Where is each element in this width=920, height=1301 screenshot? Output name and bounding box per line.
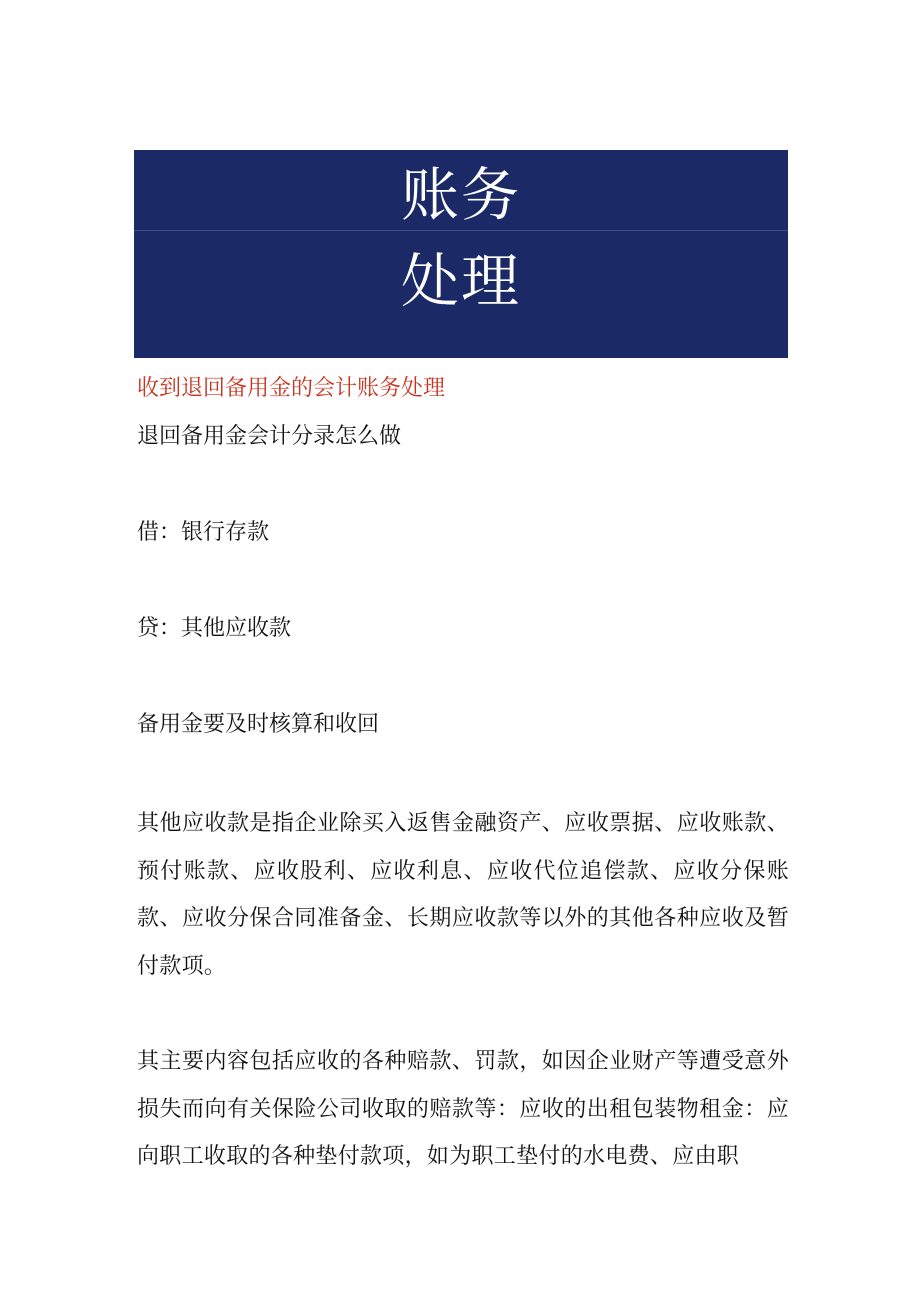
paragraph-definition: 其他应收款是指企业除买入返售金融资产、应收票据、应收账款、预付账款、应收股利、应收利息、应收代位追偿款、应收分保账款、应收分保合同准备金、长期应收款等以外的其他各种应收及暂付款项。 xyxy=(137,811,789,979)
title-banner xyxy=(134,150,788,358)
credit-entry: 贷：其他应收款 xyxy=(137,616,292,641)
banner-title-line-2: 处理 xyxy=(400,247,521,315)
section-heading: 退回备用金会计分录怎么做 xyxy=(137,424,402,449)
debit-entry: 借：银行存款 xyxy=(137,520,270,545)
banner-divider xyxy=(134,230,788,231)
paragraph-contents: 其主要内容包括应收的各种赔款、罚款，如因企业财产等遭受意外损失而向有关保险公司收取的赔款等：应收的出租包装物租金：应向职工收取的各种垫付款项，如为职工垫付的水电费、应由职 xyxy=(137,1049,789,1169)
document-subtitle: 收到退回备用金的会计账务处理 xyxy=(137,376,446,401)
reminder-note: 备用金要及时核算和收回 xyxy=(137,712,380,737)
banner-title-line-1: 账务 xyxy=(400,161,521,229)
